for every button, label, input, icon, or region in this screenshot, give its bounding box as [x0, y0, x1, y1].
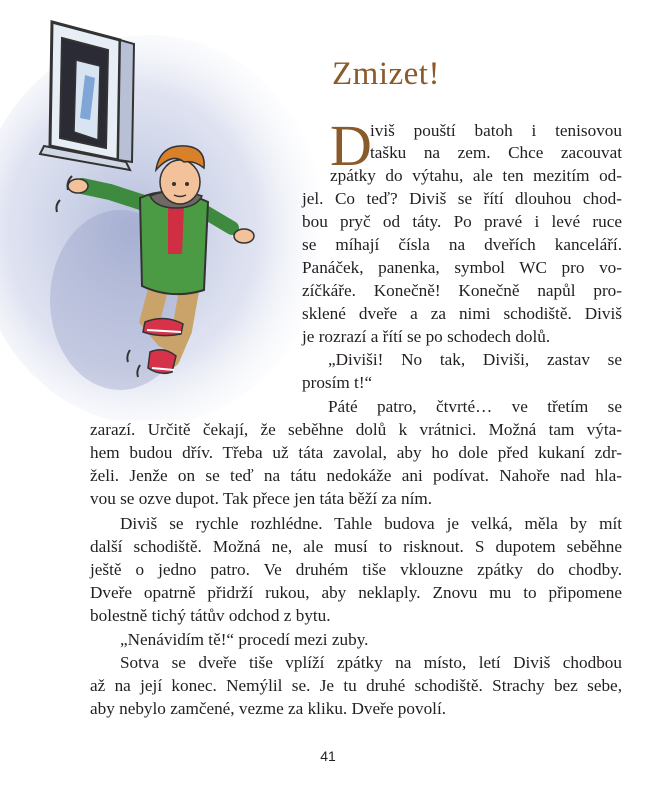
text-line: zarazí. Určitě čekají, že seběhne dolů k vrátnici. Možná tam výta-	[90, 420, 622, 439]
text-line: ještě o jedno patro. Ve druhém tiše vklouzne zpátky do chodby.	[90, 560, 622, 579]
text-line: prosím t!“	[302, 373, 373, 392]
chapter-title: Zmizet!	[332, 56, 440, 92]
text-line: vou se ozve dupot. Tak přece jen táta běží za ním.	[90, 489, 433, 508]
text-line: hem budou dřív. Třeba už táta zavolal, aby ho dole před kukaní zdr-	[90, 443, 622, 462]
text-line: Panáček, panenka, symbol WC pro vo-	[302, 258, 622, 277]
text-line: „Nenávidím tě!“ procedí mezi zuby.	[120, 630, 369, 649]
text-line: další schodiště. Možná ne, ale musí to risknout. S dupotem seběhne	[90, 537, 622, 556]
text-line: aby nebylo zamčené, vezme za kliku. Dveře povolí.	[90, 699, 447, 718]
text-line: Sotva se dveře tiše vplíží zpátky na místo, letí Diviš chodbou	[120, 653, 622, 672]
text-line: Páté patro, čtvrté… ve třetím se	[328, 397, 622, 416]
text-line: se míhají čísla na dveřích kanceláří.	[302, 235, 622, 254]
text-line: iviš pouští batoh i tenisovou	[370, 121, 622, 140]
left-hand	[68, 179, 88, 193]
text-line: Dveře opatrně přidrží rukou, aby neklaply. Znovu mu to připomene	[90, 583, 622, 602]
window	[40, 22, 134, 170]
text-line: zíčkáře. Konečně! Konečně napůl pro-	[302, 281, 622, 300]
page-number: 41	[320, 748, 336, 764]
text-line: bou pryč od táty. Po pravé i levé ruce	[302, 212, 622, 231]
drop-cap: D	[330, 113, 372, 178]
text-line: je rozrazí a řítí se po schodech dolů.	[302, 327, 551, 346]
text-line: „Diviši! No tak, Diviši, zastav se	[328, 350, 622, 369]
shirt	[168, 206, 184, 254]
text-line: Diviš se rychle rozhlédne. Tahle budova je velká, měla by mít	[120, 514, 622, 533]
text-line: jel. Co teď? Diviš se řítí dlouhou chod-	[302, 189, 622, 208]
text-line: želi. Jenže on se teď na tátu nedokáže ani podívat. Nahoře nad hla-	[90, 466, 622, 485]
text-line: zpátky do výtahu, ale ten mezitím od-	[330, 166, 622, 185]
text-line: tašku na zem. Chce zacouvat	[370, 143, 622, 162]
face	[160, 160, 200, 204]
text-line: až na její konec. Nemýlil se. Je tu druhé schodiště. Strachy bez sebe,	[90, 676, 622, 695]
right-hand	[234, 229, 254, 243]
text-line: bolestně tichý tátův odchod z bytu.	[90, 606, 331, 625]
text-line: sklené dveře a za nimi schodiště. Diviš	[302, 304, 622, 323]
illustration-boy-jumping	[0, 0, 320, 420]
